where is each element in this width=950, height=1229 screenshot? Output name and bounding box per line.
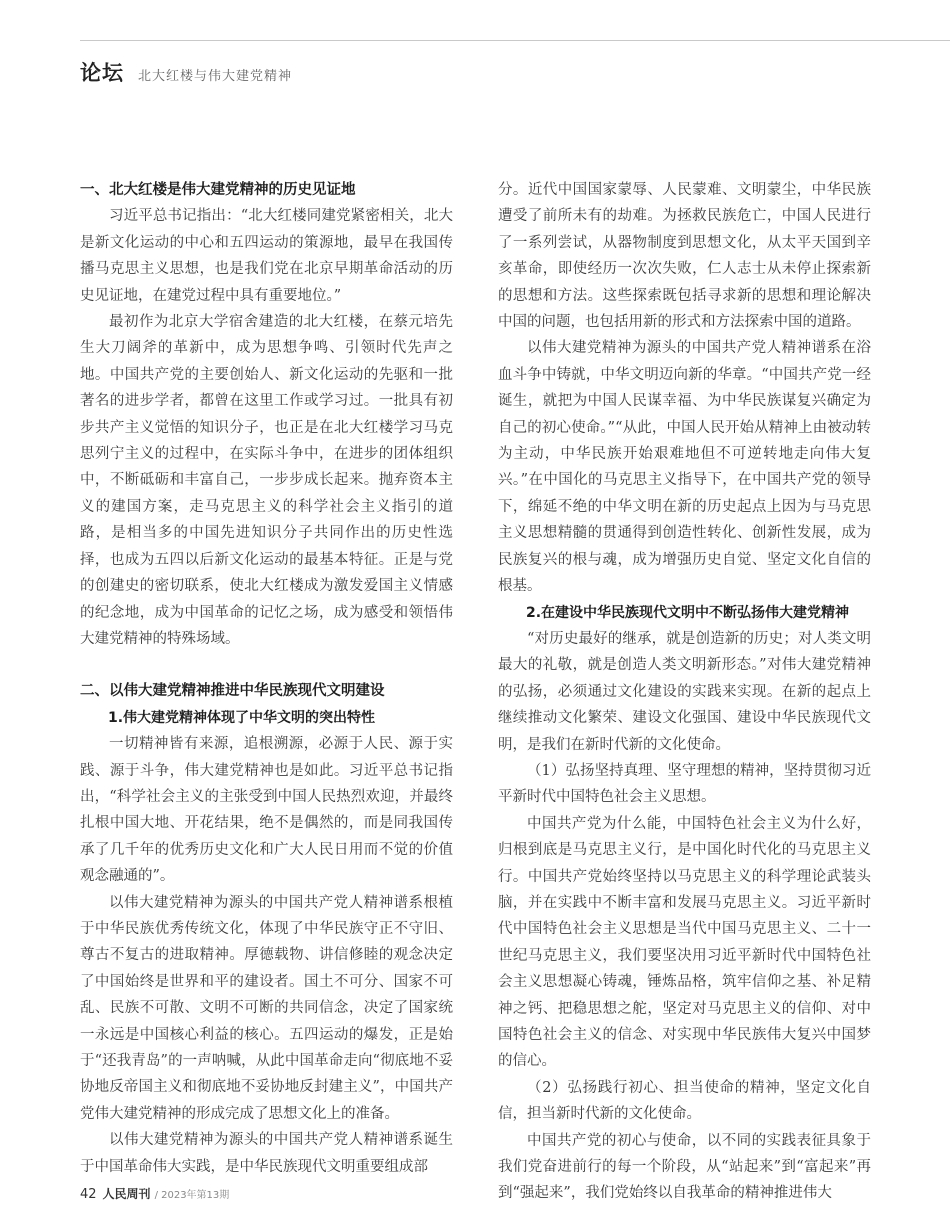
page-number: 42 — [80, 1187, 97, 1202]
section-heading-1: 一、北大红楼是伟大建党精神的历史见证地 — [80, 182, 356, 198]
paragraph: 以伟大建党精神为源头的中国共产党人精神谱系根植于中华民族优秀传统文化，体现了中华民族守正不守旧、尊古不复古的进取精神。厚德载物、讲信修睦的观念决定了中国始终是世界和平的建设者。国土不可分、国家不可乱、民族不可散、文明不可断的共同信念，决定了国家统一永远是中国核心利益的核心。五四运动的爆发，正是始于“还我青岛”的一声呐喊，从此中国革命走向“彻底地不妥协地反帝国主义和彻底地不妥协地反封建主义”，中国共产党伟大建党精神的形成完成了思想文化上的准备。 — [80, 894, 453, 1122]
paragraph: 以伟大建党精神为源头的中国共产党人精神谱系在浴血斗争中铸就，中华文明迈向新的华章。“中国共产党一经诞生，就把为中国人民谋幸福、为中华民族谋复兴确定为自己的初心使命。”“从此，中国人民开始从精神上由被动转为主动，中华民族开始艰难地但不可逆转地走向伟大复兴。”在中国化的马克思主义指导下，在中国共产党的领导下，绵延不绝的中华文明在新的历史起点上因为与马克思主义思想精髓的贯通得到创造性转化、创新性发展，成为民族复兴的根与魂，成为增强历史自觉、坚定文化自信的根基。 — [498, 340, 871, 595]
page-footer — [80, 1185, 229, 1202]
header-rule — [80, 40, 950, 41]
issue-label: / 2023年第13期 — [154, 1190, 230, 1201]
section-gap — [80, 652, 453, 678]
paragraph: 习近平总书记指出：“北大红楼同建党紧密相关，北大是新文化运动的中心和五四运动的策源地，最早在我国传播马克思主义思想，也是我们党在北京早期革命活动的历史见证地，在建党过程中具有重要地位。” — [80, 208, 453, 304]
paragraph: 以伟大建党精神为源头的中国共产党人精神谱系诞生于中国革命伟大实践，是中华民族现代文明重要组成部 — [80, 1132, 453, 1175]
page-header — [80, 57, 292, 87]
subsection-heading-1: 1.伟大建党精神体现了中华文明的突出特性 — [108, 709, 376, 726]
paragraph-continued: 分。近代中国国家蒙辱、人民蒙难、文明蒙尘，中华民族遭受了前所未有的劫难。为拯救民族危亡，中国人民进行了一系列尝试，从器物制度到思想文化，从太平天国到辛亥革命，即使经历一次次失败，仁人志士从未停止探索新的思想和方法。这些探索既包括寻求新的思想和理论解决中国的问题，也包括用新的形式和方法探索中国的道路。 — [498, 182, 871, 331]
paragraph: 中国共产党为什么能，中国特色社会主义为什么好，归根到底是马克思主义行，是中国化时代化的马克思主义行。中国共产党始终坚持以马克思主义的科学理论武装头脑，并在实践中不断丰富和发展马克思主义。习近平新时代中国特色社会主义思想是当代中国马克思主义、二十一世纪马克思主义，我们要坚决用习近平新时代中国特色社会主义思想凝心铸魂，锤炼品格，筑牢信仰之基、补足精神之钙、把稳思想之舵，坚定对马克思主义的信仰、对中国特色社会主义的信念、对实现中华民族伟大复兴中国梦的信心。 — [498, 815, 871, 1070]
right-column — [498, 177, 871, 1207]
section-heading-2: 二、以伟大建党精神推进中华民族现代文明建设 — [80, 683, 385, 700]
running-title: 北大红楼与伟大建党精神 — [138, 69, 293, 84]
paragraph: 中国共产党的初心与使命，以不同的实践表征具象于我们党奋进前行的每一个阶段，从“站起来”到“富起来”再到“强起来”，我们党始终以自我革命的精神推进伟大 — [498, 1132, 871, 1202]
paragraph: “对历史最好的继承，就是创造新的历史；对人类文明最大的礼敬，就是创造人类文明新形态。”对伟大建党精神的弘扬，必须通过文化建设的实践来实现。在新的起点上继续推动文化繁荣、建设文化强国、建设中华民族现代文明，是我们在新时代新的文化使命。 — [498, 630, 871, 753]
magazine-name: 人民周刊 — [102, 1187, 151, 1201]
paragraph: 最初作为北京大学宿舍建造的北大红楼，在蔡元培先生大刀阔斧的革新中，成为思想争鸣、引领时代先声之地。中国共产党的主要创始人、新文化运动的先驱和一批著名的进步学者，都曾在这里工作或学习过。一批具有初步共产主义觉悟的知识分子，也正是在北大红楼学习马克思列宁主义的过程中，在实际斗争中，在进步的团体组织中，不断砥砺和丰富自己，一步步成长起来。抛弃资本主义的建国方案，走马克思主义的科学社会主义指引的道路，是相当多的中国先进知识分子共同作出的历史性选择，也成为五四以后新文化运动的最基本特征。正是与党的创建史的密切联系，使北大红楼成为激发爱国主义情感的纪念地，成为中国革命的记忆之场，成为感受和领悟伟大建党精神的特殊场域。 — [80, 314, 453, 647]
paragraph: 一切精神皆有来源，追根溯源，必源于人民、源于实践、源于斗争，伟大建党精神也是如此。习近平总书记指出，“科学社会主义的主张受到中国人民热烈欢迎，并最终扎根中国大地、开花结果，绝不是偶然的，而是同我国传承了几千年的优秀历史文化和广大人民日用而不觉的价值观念融通的”。 — [80, 736, 453, 885]
left-column — [80, 177, 453, 1180]
numbered-point-2: （2）弘扬践行初心、担当使命的精神，坚定文化自信，担当新时代新的文化使命。 — [498, 1079, 871, 1123]
subsection-heading-2: 2.在建设中华民族现代文明中不断弘扬伟大建党精神 — [526, 604, 850, 621]
section-name: 论坛 — [80, 60, 124, 85]
numbered-point-1: （1）弘扬坚持真理、坚守理想的精神，坚持贯彻习近平新时代中国特色社会主义思想。 — [498, 762, 871, 806]
